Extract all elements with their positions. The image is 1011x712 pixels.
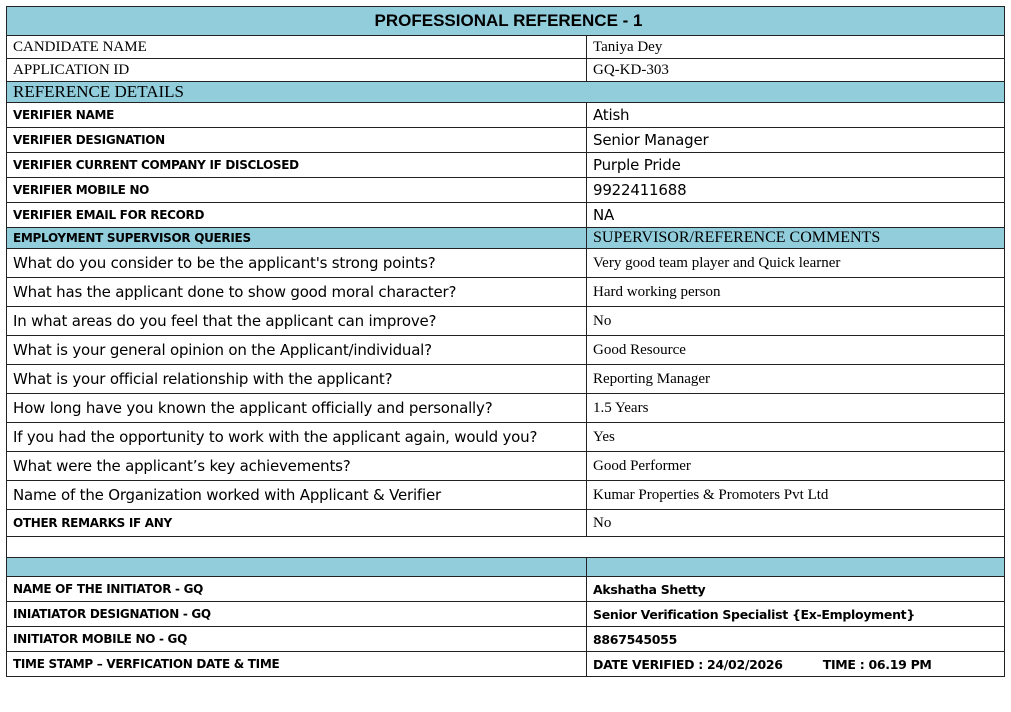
query-answer: Kumar Properties & Promoters Pvt Ltd xyxy=(587,481,1005,510)
verifier-label: VERIFIER CURRENT COMPANY IF DISCLOSED xyxy=(7,153,587,178)
candidate-name-value: Taniya Dey xyxy=(587,36,1005,59)
page-title: PROFESSIONAL REFERENCE - 1 xyxy=(7,7,1005,36)
time-verified: TIME : 06.19 PM xyxy=(822,656,932,672)
application-id-value: GQ-KD-303 xyxy=(587,59,1005,82)
verifier-label: VERIFIER NAME xyxy=(7,103,587,128)
verifier-value: Purple Pride xyxy=(587,153,1005,178)
application-id-label: APPLICATION ID xyxy=(7,59,587,82)
query-question: Name of the Organization worked with Applicant & Verifier xyxy=(7,481,587,510)
timestamp-label: TIME STAMP – VERFICATION DATE & TIME xyxy=(7,652,587,677)
verifier-label: VERIFIER DESIGNATION xyxy=(7,128,587,153)
comments-header: SUPERVISOR/REFERENCE COMMENTS xyxy=(587,228,1005,249)
query-question: How long have you known the applicant officially and personally? xyxy=(7,394,587,423)
query-question: In what areas do you feel that the applicant can improve? xyxy=(7,307,587,336)
date-verified: DATE VERIFIED : 24/02/2026 xyxy=(593,656,783,672)
query-question: What is your general opinion on the Applicant/individual? xyxy=(7,336,587,365)
query-question: What do you consider to be the applicant's strong points? xyxy=(7,249,587,278)
verifier-label: VERIFIER EMAIL FOR RECORD xyxy=(7,203,587,228)
blank-header-right xyxy=(587,558,1005,577)
query-answer: No xyxy=(587,307,1005,336)
initiator-value: 8867545055 xyxy=(587,627,1005,652)
reference-details-header: REFERENCE DETAILS xyxy=(7,82,1005,103)
query-answer: Good Performer xyxy=(587,452,1005,481)
query-answer: 1.5 Years xyxy=(587,394,1005,423)
initiator-label: INIATIATOR DESIGNATION - GQ xyxy=(7,602,587,627)
query-question: What is your official relationship with the applicant? xyxy=(7,365,587,394)
query-question: What were the applicant’s key achievements? xyxy=(7,452,587,481)
query-answer: Reporting Manager xyxy=(587,365,1005,394)
query-question: If you had the opportunity to work with the applicant again, would you? xyxy=(7,423,587,452)
verifier-value: Atish xyxy=(587,103,1005,128)
initiator-value: Senior Verification Specialist {Ex-Employment} xyxy=(587,602,1005,627)
candidate-name-label: CANDIDATE NAME xyxy=(7,36,587,59)
verifier-value: Senior Manager xyxy=(587,128,1005,153)
other-remarks-value: No xyxy=(587,510,1005,537)
query-question: What has the applicant done to show good moral character? xyxy=(7,278,587,307)
verifier-value: NA xyxy=(587,203,1005,228)
other-remarks-label: OTHER REMARKS IF ANY xyxy=(7,510,587,537)
verifier-label: VERIFIER MOBILE NO xyxy=(7,178,587,203)
blank-header-left xyxy=(7,558,587,577)
professional-reference-table xyxy=(6,6,1005,677)
verifier-value: 9922411688 xyxy=(587,178,1005,203)
query-answer: Yes xyxy=(587,423,1005,452)
initiator-value: Akshatha Shetty xyxy=(587,577,1005,602)
timestamp-value xyxy=(587,652,1005,677)
query-answer: Very good team player and Quick learner xyxy=(587,249,1005,278)
initiator-label: NAME OF THE INITIATOR - GQ xyxy=(7,577,587,602)
blank-row xyxy=(7,537,1005,558)
query-answer: Hard working person xyxy=(587,278,1005,307)
initiator-label: INITIATOR MOBILE NO - GQ xyxy=(7,627,587,652)
queries-header: EMPLOYMENT SUPERVISOR QUERIES xyxy=(7,228,587,249)
query-answer: Good Resource xyxy=(587,336,1005,365)
